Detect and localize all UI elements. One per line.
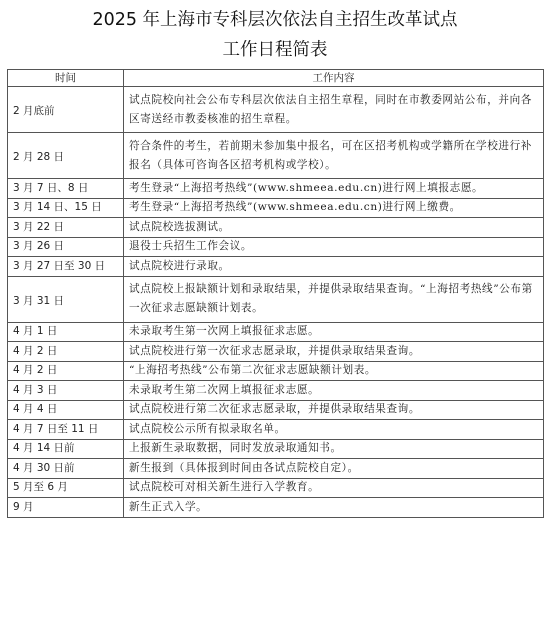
row-time: 4 月 1 日 <box>8 322 124 342</box>
table-row <box>8 218 544 238</box>
table-row <box>8 322 544 342</box>
row-content: 上报新生录取数据，同时发放录取通知书。 <box>124 439 544 459</box>
row-content: 退役士兵招生工作会议。 <box>124 237 544 257</box>
table-row <box>8 459 544 479</box>
table-row <box>8 478 544 498</box>
row-time: 3 月 27 日至 30 日 <box>8 257 124 277</box>
row-time: 3 月 31 日 <box>8 276 124 322</box>
table-row <box>8 87 544 133</box>
row-content: 未录取考生第一次网上填报征求志愿。 <box>124 322 544 342</box>
row-time: 3 月 7 日、8 日 <box>8 179 124 199</box>
table-row <box>8 361 544 381</box>
row-content: 未录取考生第二次网上填报征求志愿。 <box>124 381 544 401</box>
row-content: 试点院校进行第二次征求志愿录取，并提供录取结果查询。 <box>124 400 544 420</box>
row-content: 考生登录“上海招考热线”(www.shmeea.edu.cn)进行网上缴费。 <box>124 198 544 218</box>
table-row <box>8 400 544 420</box>
row-time: 3 月 26 日 <box>8 237 124 257</box>
table-body <box>8 87 544 518</box>
row-time: 4 月 14 日前 <box>8 439 124 459</box>
row-time: 9 月 <box>8 498 124 518</box>
row-content: 试点院校进行录取。 <box>124 257 544 277</box>
header-time: 时间 <box>8 70 124 87</box>
row-content: 试点院校公示所有拟录取名单。 <box>124 420 544 440</box>
row-time: 4 月 30 日前 <box>8 459 124 479</box>
row-time: 2 月底前 <box>8 87 124 133</box>
row-time: 4 月 7 日至 11 日 <box>8 420 124 440</box>
table-header-row <box>8 70 544 87</box>
header-content: 工作内容 <box>124 70 544 87</box>
table-row <box>8 276 544 322</box>
row-content: 试点院校上报缺额计划和录取结果，并提供录取结果查询。“上海招考热线”公布第一次征求志愿缺额计划表。 <box>124 276 544 322</box>
row-content: “上海招考热线”公布第二次征求志愿缺额计划表。 <box>124 361 544 381</box>
row-time: 2 月 28 日 <box>8 133 124 179</box>
schedule-table <box>7 69 544 518</box>
table-row <box>8 498 544 518</box>
row-content: 考生登录“上海招考热线”(www.shmeea.edu.cn)进行网上填报志愿。 <box>124 179 544 199</box>
table-row <box>8 237 544 257</box>
row-time: 4 月 4 日 <box>8 400 124 420</box>
row-content: 试点院校可对相关新生进行入学教育。 <box>124 478 544 498</box>
document-subtitle: 工作日程简表 <box>222 40 328 60</box>
row-time: 5 月至 6 月 <box>8 478 124 498</box>
row-content: 符合条件的考生，若前期未参加集中报名，可在区招考机构或学籍所在学校进行补报名（具体可咨询各区招考机构或学校）。 <box>124 133 544 179</box>
table-row <box>8 381 544 401</box>
table-row <box>8 420 544 440</box>
row-content: 试点院校选拔测试。 <box>124 218 544 238</box>
row-time: 4 月 2 日 <box>8 361 124 381</box>
table-row <box>8 179 544 199</box>
table-row <box>8 257 544 277</box>
row-time: 3 月 22 日 <box>8 218 124 238</box>
document-title: 2025 年上海市专科层次依法自主招生改革试点 <box>92 10 458 30</box>
row-content: 新生正式入学。 <box>124 498 544 518</box>
table-row <box>8 439 544 459</box>
row-content: 试点院校向社会公布专科层次依法自主招生章程，同时在市教委网站公布，并向各区寄送经市教委核准的招生章程。 <box>124 87 544 133</box>
row-content: 新生报到（具体报到时间由各试点院校自定）。 <box>124 459 544 479</box>
row-time: 4 月 2 日 <box>8 342 124 362</box>
row-time: 4 月 3 日 <box>8 381 124 401</box>
row-content: 试点院校进行第一次征求志愿录取，并提供录取结果查询。 <box>124 342 544 362</box>
table-row <box>8 342 544 362</box>
table-row <box>8 133 544 179</box>
table-row <box>8 198 544 218</box>
row-time: 3 月 14 日、15 日 <box>8 198 124 218</box>
